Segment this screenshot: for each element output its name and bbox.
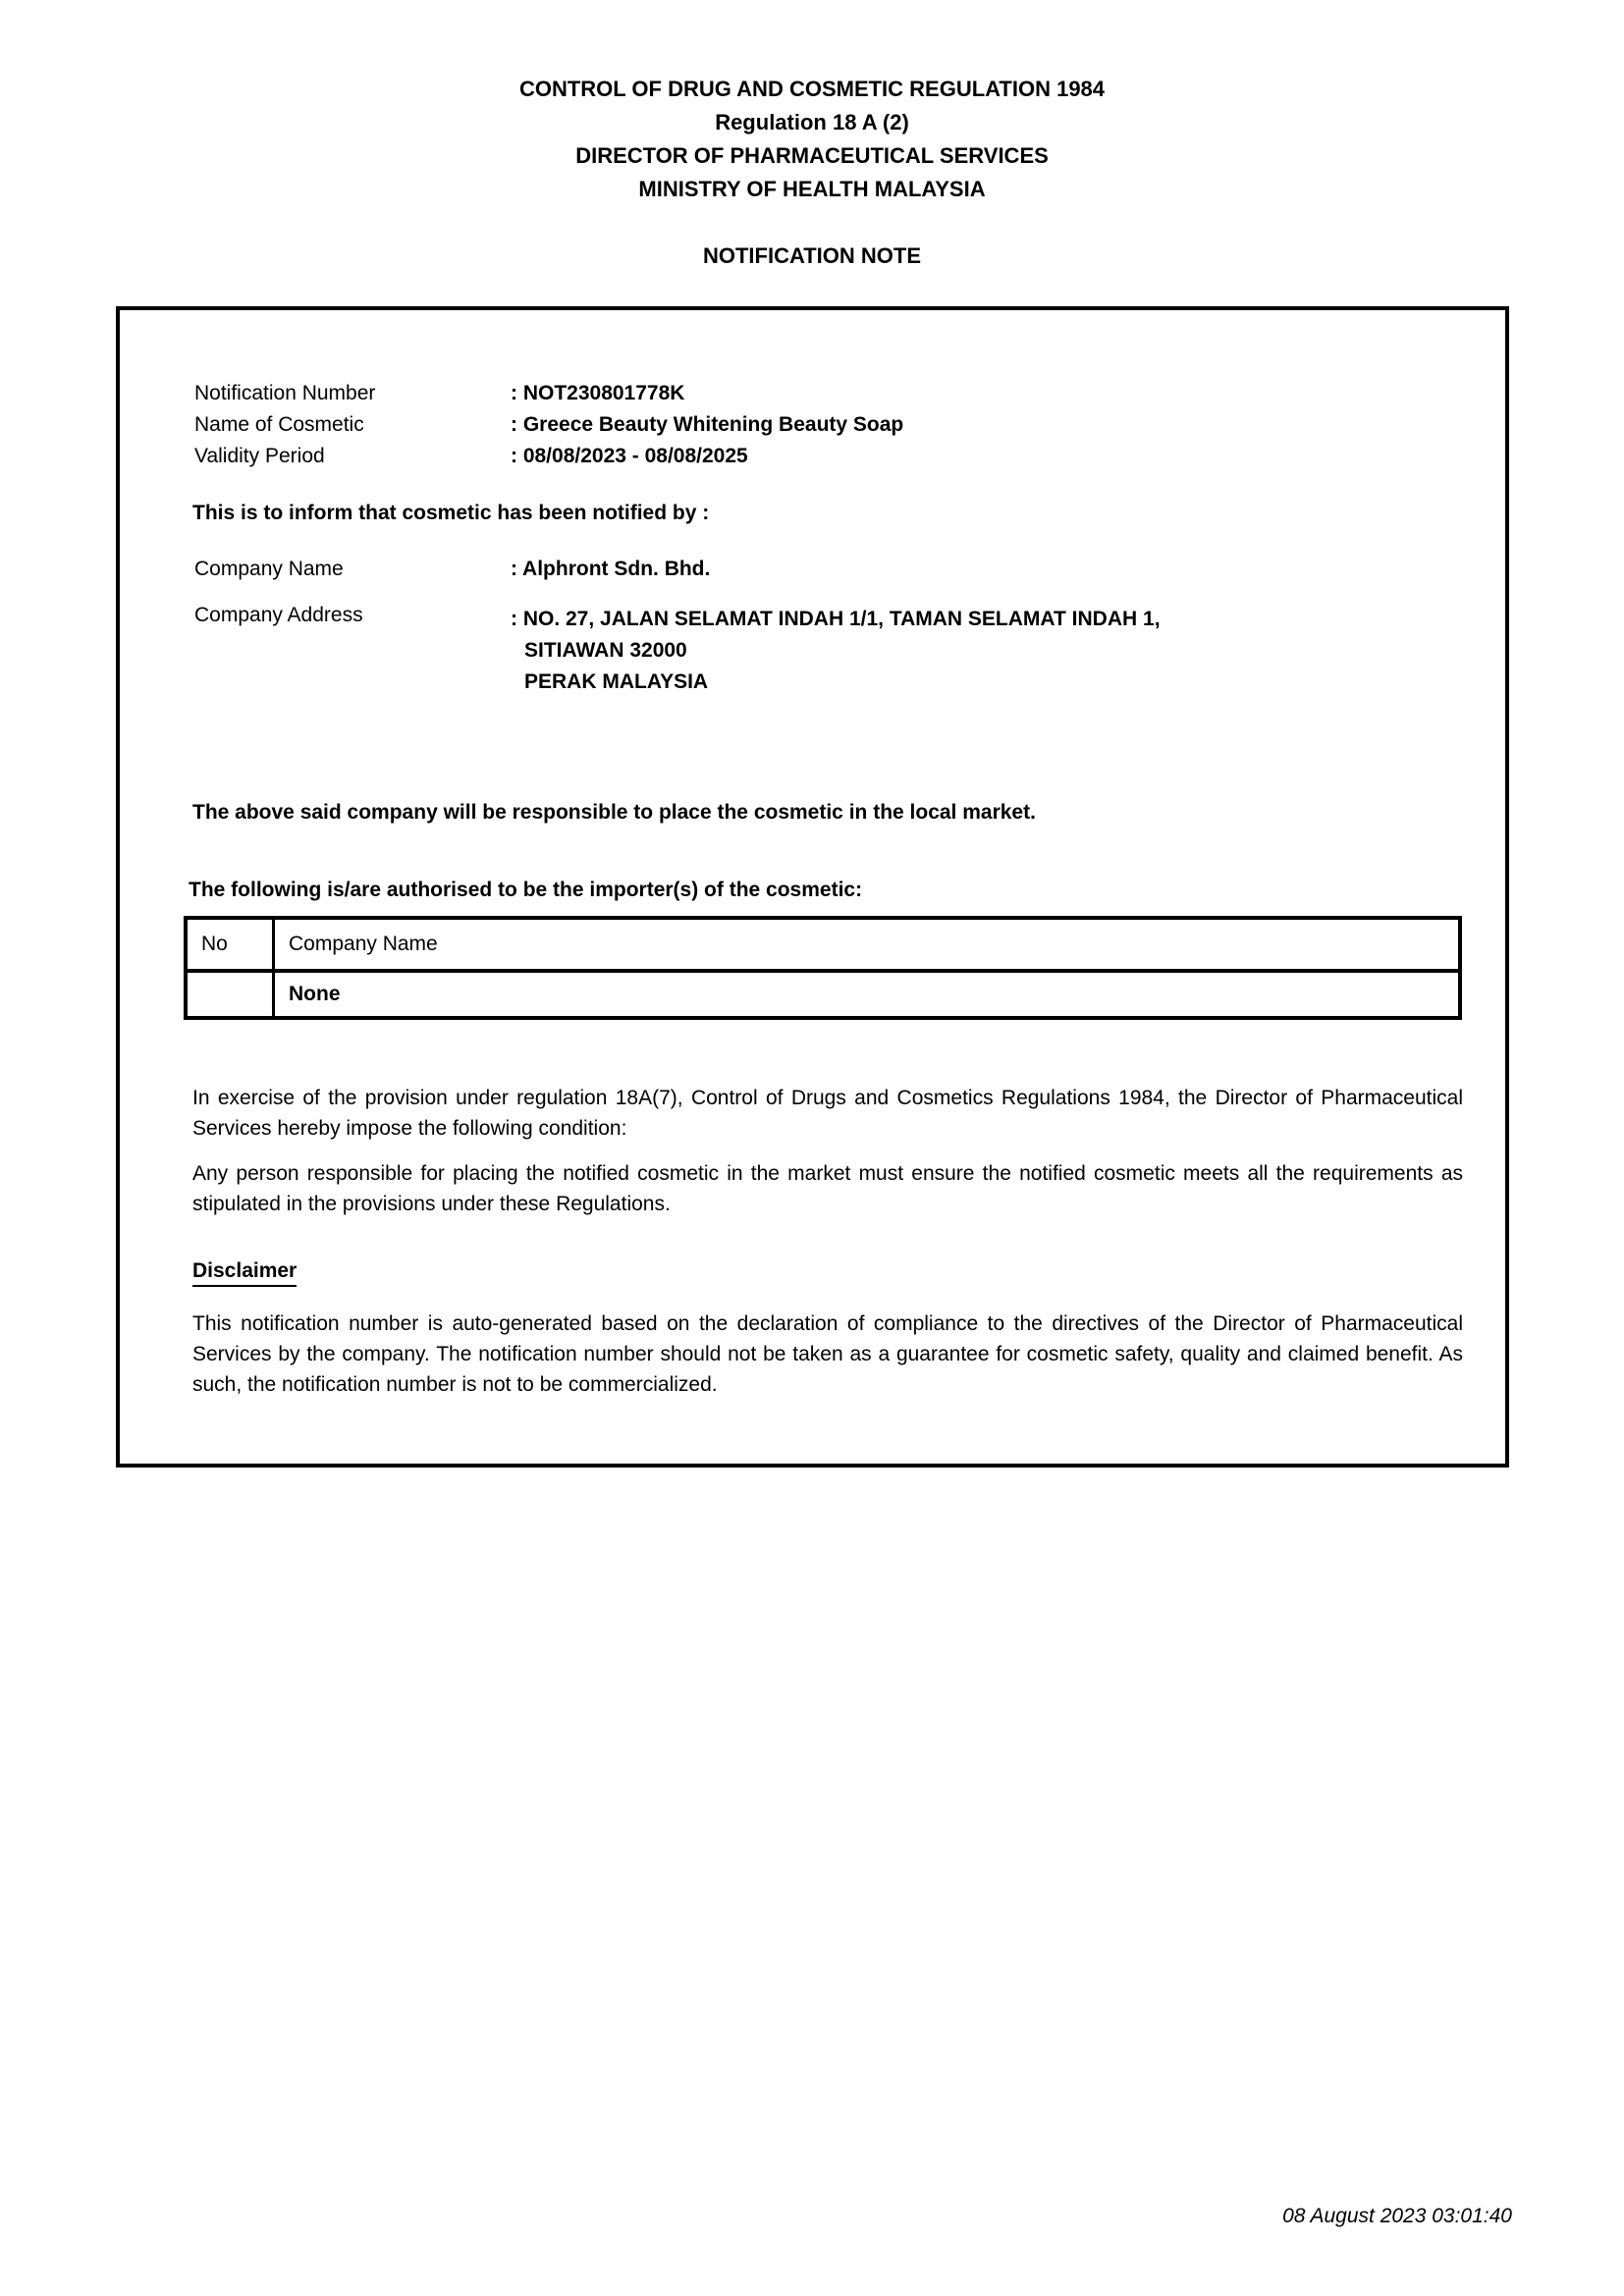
validity-period-row: [194, 442, 903, 473]
company-address-line-3: PERAK MALAYSIA: [524, 670, 709, 693]
company-name-value: : Alphront Sdn. Bhd.: [511, 558, 711, 580]
importer-line: The following is/are authorised to be the importer(s) of the cosmetic:: [189, 879, 863, 901]
importer-table-cell-no: [186, 971, 274, 1018]
company-address-line-2: SITIAWAN 32000: [524, 639, 687, 662]
condition-paragraph-1: In exercise of the provision under regulation 18A(7), Control of Drugs and Cosmetics Regulations 1984, the Director of Pharmaceutical Services hereby impose the following condition:: [192, 1087, 1463, 1140]
notification-box: [116, 306, 1509, 1468]
notification-details: [194, 379, 903, 473]
importer-table-header-row: [186, 918, 1460, 971]
importer-table-header-no: No: [186, 918, 274, 971]
note-title: NOTIFICATION NOTE: [702, 243, 922, 268]
header-line-director: DIRECTOR OF PHARMACEUTICAL SERVICES: [575, 143, 1049, 168]
notification-number-value: : NOT230801778K: [511, 382, 685, 404]
importer-table-cell-company: None: [274, 971, 1461, 1018]
company-address-label: Company Address: [194, 604, 363, 626]
notification-number-row: [194, 379, 903, 410]
document-header: [0, 73, 1624, 206]
cosmetic-name-row: [194, 410, 903, 442]
disclaimer-heading: [192, 1259, 297, 1287]
header-line-regulation: CONTROL OF DRUG AND COSMETIC REGULATION 1984: [518, 77, 1106, 101]
disclaimer-paragraph: This notification number is auto-generated based on the declaration of compliance to the directives of the Director of Pharmaceutical Services by the company. The notification number should not be taken as a guarantee for cosmetic safety, quality and claimed benefit. As such, the notification number is not to be commercialized.: [192, 1312, 1463, 1396]
importer-table-row: [186, 971, 1460, 1018]
footer-timestamp: 08 August 2023 03:01:40: [1282, 2205, 1512, 2227]
header-line-regulation-section: Regulation 18 A (2): [715, 110, 909, 134]
company-address-value: [511, 604, 1161, 698]
validity-period-label: Validity Period: [194, 445, 325, 467]
company-address-line-1: : NO. 27, JALAN SELAMAT INDAH 1/1, TAMAN SELAMAT INDAH 1,: [511, 608, 1161, 630]
company-address-row: [194, 604, 1161, 698]
inform-line: This is to inform that cosmetic has been notified by :: [192, 502, 710, 524]
disclaimer-title: Disclaimer: [192, 1259, 297, 1287]
cosmetic-name-value: : Greece Beauty Whitening Beauty Soap: [511, 413, 904, 436]
header-line-ministry: MINISTRY OF HEALTH MALAYSIA: [638, 177, 986, 201]
company-name-row: [194, 558, 710, 581]
validity-period-value: : 08/08/2023 - 08/08/2025: [511, 445, 748, 467]
importer-table-header-company: Company Name: [274, 918, 1461, 971]
condition-paragraph-2: Any person responsible for placing the notified cosmetic in the market must ensure the notified cosmetic meets all the requirements as stipulated in the provisions under these Regulations.: [192, 1162, 1463, 1215]
company-name-label: Company Name: [194, 558, 344, 580]
cosmetic-name-label: Name of Cosmetic: [194, 413, 364, 436]
importer-table: [184, 916, 1462, 1020]
responsibility-line: The above said company will be responsible to place the cosmetic in the local market.: [192, 801, 1036, 824]
notification-number-label: Notification Number: [194, 382, 376, 404]
